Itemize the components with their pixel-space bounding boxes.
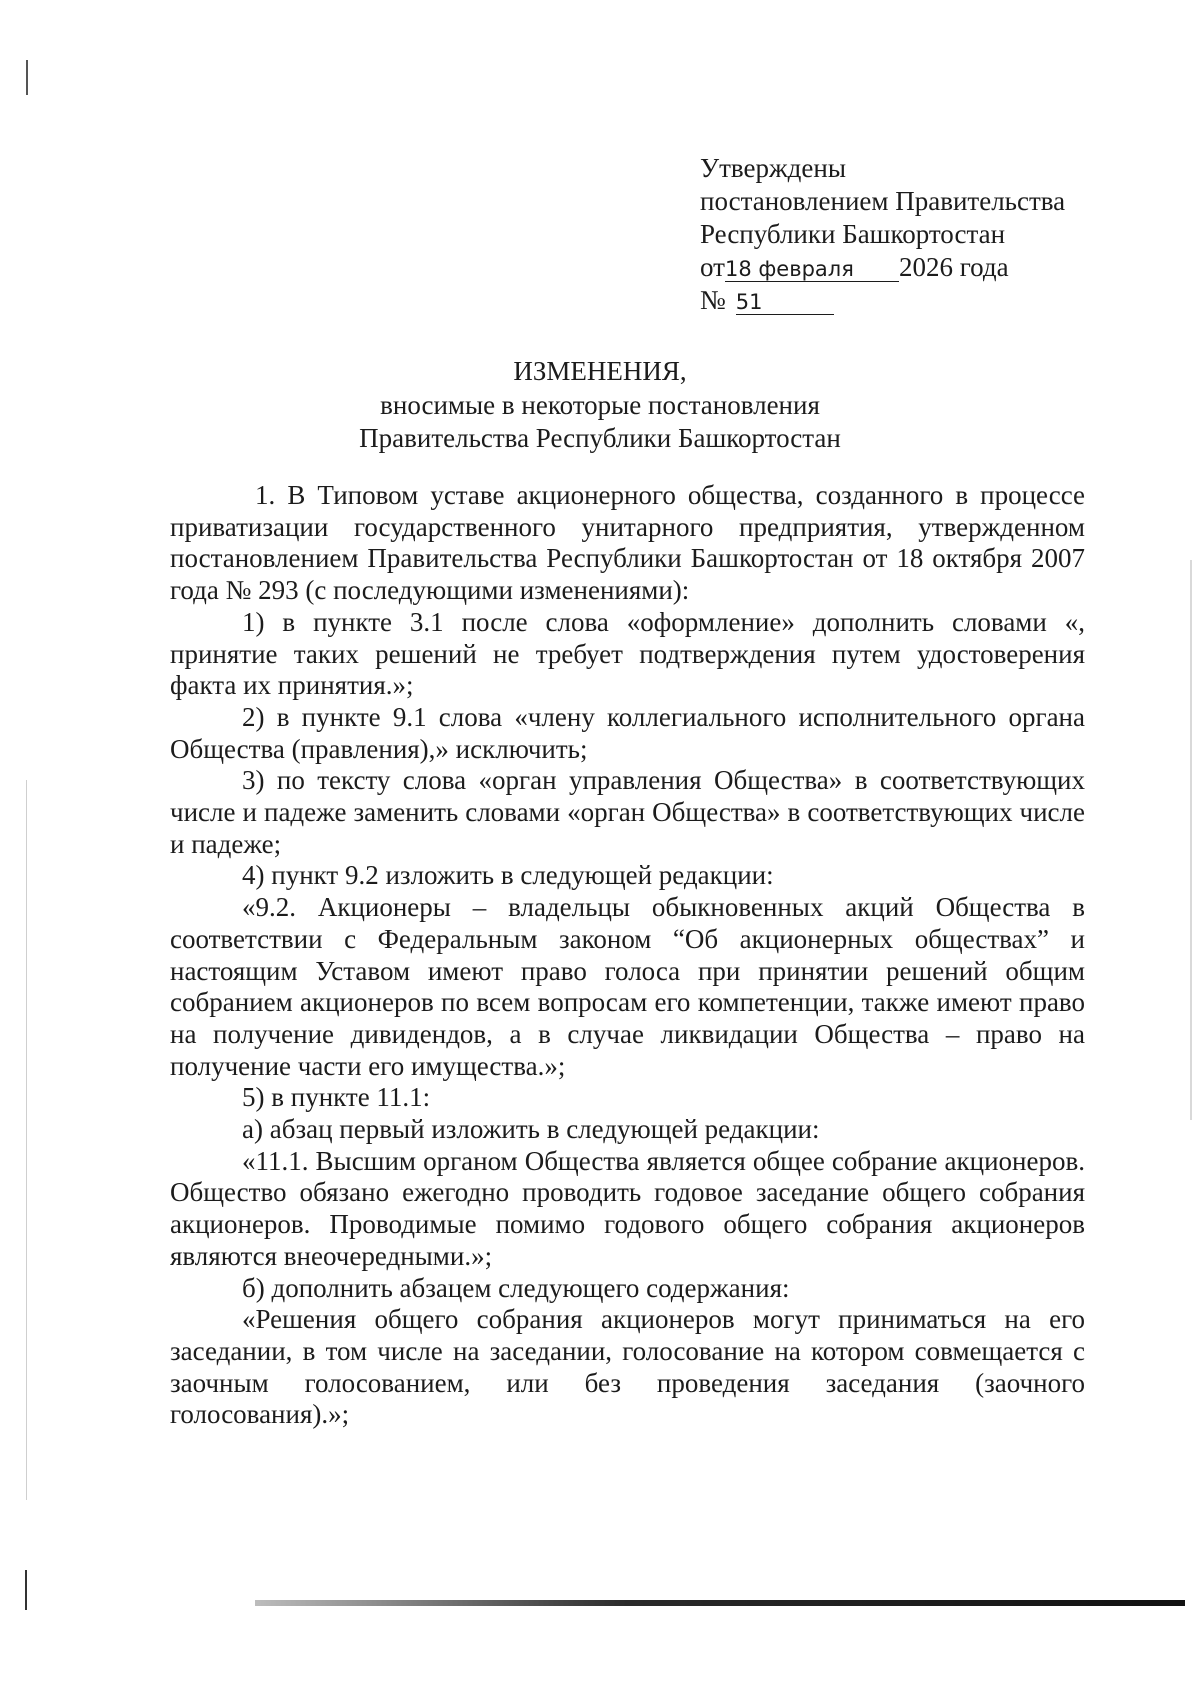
paragraph: а) абзац первый изложить в следующей редакции: [242, 1114, 820, 1145]
date-prefix: от [700, 252, 725, 282]
paragraph: «11.1. Высшим органом Общества является общее собрание акционеров. Общество обязано ежегодно проводить годовое заседание общего собрания акционеров. Проводимые помимо годового общего собрания акционеров являются внеочередными.»; [170, 1145, 1085, 1271]
approval-number-line [700, 284, 1065, 317]
scan-edge-mark [1190, 560, 1192, 1120]
paragraph: 1) в пункте 3.1 после слова «оформление» дополнить словами «, принятие таких решений не требует подтверждения путем удостоверения факта их принятия.»; [170, 606, 1085, 701]
document-body [170, 480, 1085, 1431]
paragraph: «9.2. Акционеры – владельцы обыкновенных акций Общества в соответствии с Федеральным законом “Об акционерных обществах” и настоящим Уставом имеют право голоса при принятии решений общим собранием акционеров по всем вопросам его компетенции, также имеют право на получение дивидендов, а в случае ликвидации Общества – право на получение части его имущества.»; [170, 892, 1085, 1081]
number-prefix: № [700, 285, 726, 315]
date-suffix: 2026 года [898, 252, 1009, 282]
number-value: 51 [736, 290, 834, 315]
paragraph: «Решения общего собрания акционеров могут приниматься на его заседании, в том числе на заседании, голосование на котором совмещается с заочным голосованием, или без проведения заседания (заочного голосования).»; [170, 1304, 1085, 1430]
document-title: ИЗМЕНЕНИЯ, [513, 356, 687, 386]
paragraph: 1. В Типовом уставе акционерного общества, созданного в процессе приватизации государственного унитарного предприятия, утвержденном постановлением Правительства Республики Башкортостан от 18 октября 2007 года № 293 (с последующими изменениями): [170, 480, 1085, 606]
approval-date-line [700, 251, 1065, 284]
approval-block [700, 152, 1065, 317]
date-value: 18 февраля [725, 257, 899, 282]
scan-edge-mark [26, 60, 28, 95]
approval-line: Республики Башкортостан [700, 219, 1006, 249]
paragraph: 5) в пункте 11.1: [242, 1082, 431, 1113]
paragraph: 4) пункт 9.2 изложить в следующей редакции: [242, 860, 774, 891]
document-subtitle: вносимые в некоторые постановления [380, 390, 820, 420]
document-subtitle: Правительства Республики Башкортостан [359, 423, 841, 453]
scan-bottom-edge [255, 1600, 1185, 1606]
scan-edge-mark [26, 780, 27, 1500]
paragraph: 2) в пункте 9.1 слова «члену коллегиального исполнительного органа Общества (правления),» исключить; [170, 701, 1085, 764]
paragraph: 3) по тексту слова «орган управления Общества» в соответствующих числе и падеже заменить словами «орган Общества» в соответствующих числе и падеже; [170, 765, 1085, 859]
approval-line: Утверждены [700, 153, 846, 183]
approval-line: постановлением Правительства [700, 186, 1066, 216]
paragraph: б) дополнить абзацем следующего содержания: [242, 1272, 790, 1303]
scan-edge-mark [25, 1570, 27, 1610]
